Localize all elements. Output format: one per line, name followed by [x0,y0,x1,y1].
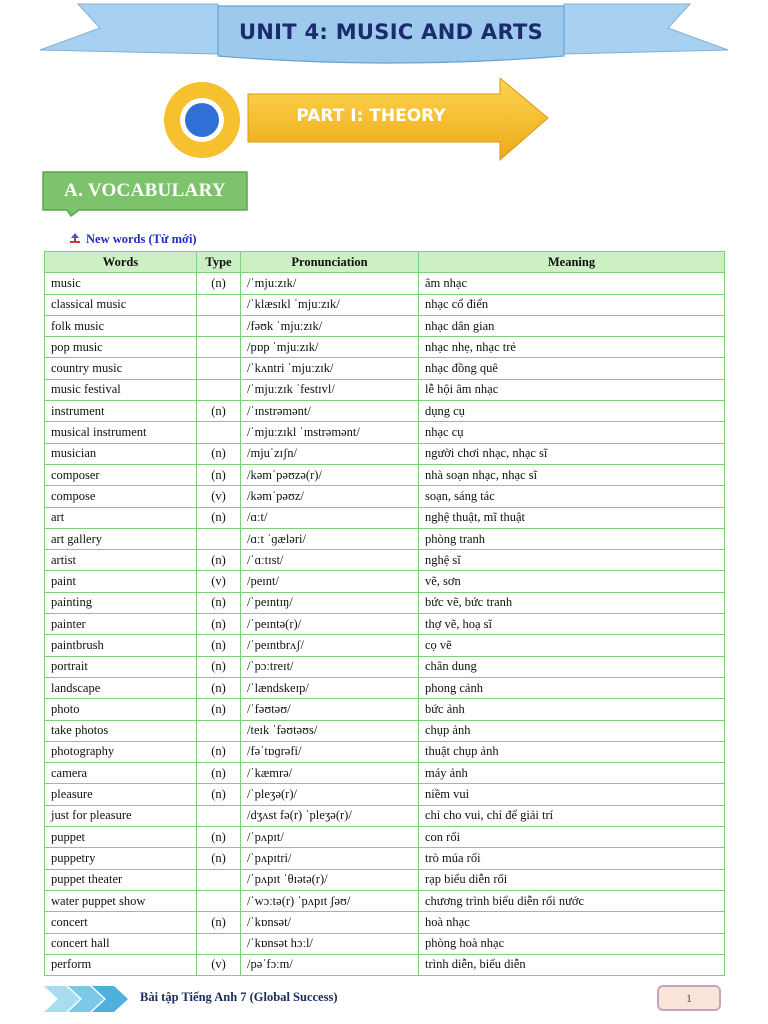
pronunciation-cell: /pəˈfɔːm/ [241,954,419,975]
pronunciation-cell: /ˈpʌpɪt ˈθɪətə(r)/ [241,869,419,890]
type-cell: (n) [197,763,241,784]
type-cell: (n) [197,656,241,677]
meaning-cell: nhạc cổ điển [419,294,725,315]
word-cell: compose [45,486,197,507]
table-row [45,571,725,592]
meaning-cell: niềm vui [419,784,725,805]
meaning-cell: nhạc dân gian [419,315,725,336]
table-row [45,827,725,848]
header-meaning: Meaning [419,252,725,273]
type-cell [197,933,241,954]
pronunciation-cell: /fəˈtɒɡrəfi/ [241,741,419,762]
word-cell: composer [45,464,197,485]
meaning-cell: phòng hoà nhạc [419,933,725,954]
word-cell: music festival [45,379,197,400]
word-cell: camera [45,763,197,784]
type-cell: (n) [197,507,241,528]
pronunciation-cell: /ˈpeɪntɪŋ/ [241,592,419,613]
type-cell: (n) [197,784,241,805]
word-cell: art [45,507,197,528]
meaning-cell: phòng tranh [419,528,725,549]
word-cell: perform [45,954,197,975]
header-type: Type [197,252,241,273]
table-row [45,656,725,677]
table-row [45,315,725,336]
table-row [45,401,725,422]
word-cell: artist [45,550,197,571]
meaning-cell: nghệ thuật, mĩ thuật [419,507,725,528]
table-row [45,912,725,933]
table-body [45,273,725,976]
meaning-cell: vẽ, sơn [419,571,725,592]
page-number: 1 [657,985,721,1011]
meaning-cell: thợ vẽ, hoạ sĩ [419,614,725,635]
pronunciation-cell: /ˈklæsɪkl ˈmjuːzɪk/ [241,294,419,315]
table-row [45,358,725,379]
word-cell: pleasure [45,784,197,805]
type-cell [197,528,241,549]
type-cell: (n) [197,443,241,464]
word-cell: landscape [45,677,197,698]
pronunciation-cell: /peɪnt/ [241,571,419,592]
meaning-cell: bức ảnh [419,699,725,720]
table-row [45,592,725,613]
meaning-cell: nghệ sĩ [419,550,725,571]
pronunciation-cell: /ˈpeɪntə(r)/ [241,614,419,635]
table-row [45,422,725,443]
meaning-cell: âm nhạc [419,273,725,294]
pronunciation-cell: /fəʊk ˈmjuːzɪk/ [241,315,419,336]
word-cell: classical music [45,294,197,315]
table-row [45,337,725,358]
meaning-cell: trình diễn, biểu diễn [419,954,725,975]
type-cell: (n) [197,912,241,933]
table-row [45,699,725,720]
type-cell: (n) [197,848,241,869]
table-row [45,486,725,507]
word-cell: music [45,273,197,294]
word-cell: just for pleasure [45,805,197,826]
type-cell: (n) [197,614,241,635]
subheading-text: New words (Từ mới) [86,232,197,246]
table-row [45,848,725,869]
word-cell: puppet [45,827,197,848]
table-row [45,805,725,826]
table-row [45,720,725,741]
meaning-cell: chân dung [419,656,725,677]
meaning-cell: nhạc nhẹ, nhạc trẻ [419,337,725,358]
table-row [45,954,725,975]
table-row [45,507,725,528]
meaning-cell: con rối [419,827,725,848]
type-cell [197,294,241,315]
type-cell [197,805,241,826]
meaning-cell: chương trình biểu diễn rối nước [419,890,725,911]
word-cell: concert hall [45,933,197,954]
unit-title: UNIT 4: MUSIC AND ARTS [238,20,544,44]
pronunciation-cell: /ˈpɔːtreɪt/ [241,656,419,677]
table-header-row [45,252,725,273]
meaning-cell: máy ảnh [419,763,725,784]
part-title: PART I: THEORY [296,106,446,126]
word-cell: puppet theater [45,869,197,890]
pronunciation-cell: /kəmˈpəʊzə(r)/ [241,464,419,485]
meaning-cell: rạp biểu diễn rối [419,869,725,890]
pronunciation-cell: /ˈɑːtɪst/ [241,550,419,571]
type-cell [197,315,241,336]
meaning-cell: nhạc cụ [419,422,725,443]
type-cell: (n) [197,827,241,848]
type-cell [197,358,241,379]
meaning-cell: phong cảnh [419,677,725,698]
pronunciation-cell: /ˈkʌntri ˈmjuːzɪk/ [241,358,419,379]
table-row [45,614,725,635]
table-row [45,677,725,698]
word-cell: take photos [45,720,197,741]
word-cell: musical instrument [45,422,197,443]
meaning-cell: cọ vẽ [419,635,725,656]
word-cell: musician [45,443,197,464]
word-cell: puppetry [45,848,197,869]
meaning-cell: hoà nhạc [419,912,725,933]
word-cell: art gallery [45,528,197,549]
word-cell: folk music [45,315,197,336]
table-row [45,273,725,294]
table-row [45,933,725,954]
meaning-cell: nhà soạn nhạc, nhạc sĩ [419,464,725,485]
meaning-cell: trò múa rối [419,848,725,869]
meaning-cell: dụng cụ [419,401,725,422]
meaning-cell: bức vẽ, bức tranh [419,592,725,613]
type-cell: (n) [197,464,241,485]
header-words: Words [45,252,197,273]
type-cell [197,379,241,400]
header-pronunciation: Pronunciation [241,252,419,273]
word-cell: painter [45,614,197,635]
pronunciation-cell: /ˈlændskeɪp/ [241,677,419,698]
table-row [45,741,725,762]
footer-chevrons-icon [44,984,130,1014]
section-title: A. VOCABULARY [64,180,226,201]
table-row [45,763,725,784]
word-cell: paintbrush [45,635,197,656]
type-cell [197,720,241,741]
type-cell: (n) [197,699,241,720]
pronunciation-cell: /mjuˈzɪʃn/ [241,443,419,464]
type-cell: (v) [197,486,241,507]
table-row [45,869,725,890]
meaning-cell: soạn, sáng tác [419,486,725,507]
pronunciation-cell: /ɑːt/ [241,507,419,528]
footer-book-title: Bài tập Tiếng Anh 7 (Global Success) [140,990,338,1004]
meaning-cell: chụp ảnh [419,720,725,741]
word-cell: pop music [45,337,197,358]
pronunciation-cell: /ˈwɔːtə(r) ˈpʌpɪt ʃəʊ/ [241,890,419,911]
type-cell: (n) [197,677,241,698]
word-cell: country music [45,358,197,379]
pronunciation-cell: /ˈpʌpɪtri/ [241,848,419,869]
meaning-cell: chỉ cho vui, chỉ để giải trí [419,805,725,826]
word-cell: photo [45,699,197,720]
type-cell: (n) [197,550,241,571]
word-cell: painting [45,592,197,613]
pronunciation-cell: /ˈkæmrə/ [241,763,419,784]
pronunciation-cell: /ˈfəʊtəʊ/ [241,699,419,720]
meaning-cell: thuật chụp ảnh [419,741,725,762]
word-cell: instrument [45,401,197,422]
table-row [45,784,725,805]
word-cell: paint [45,571,197,592]
type-cell: (n) [197,592,241,613]
pronunciation-cell: /ɑːt ˈɡæləri/ [241,528,419,549]
pronunciation-cell: /dʒʌst fə(r) ˈpleʒə(r)/ [241,805,419,826]
pronunciation-cell: /ˈɪnstrəmənt/ [241,401,419,422]
table-row [45,379,725,400]
type-cell [197,890,241,911]
pronunciation-cell: /pɒp ˈmjuːzɪk/ [241,337,419,358]
type-cell [197,422,241,443]
table-row [45,528,725,549]
table-row [45,635,725,656]
new-words-subheading [70,232,197,247]
type-cell: (n) [197,635,241,656]
vocabulary-table [44,251,725,976]
table-row [45,294,725,315]
type-cell [197,869,241,890]
meaning-cell: nhạc đồng quê [419,358,725,379]
word-cell: water puppet show [45,890,197,911]
word-cell: photography [45,741,197,762]
type-cell: (n) [197,401,241,422]
type-cell: (n) [197,741,241,762]
word-cell: concert [45,912,197,933]
pronunciation-cell: /ˈkɒnsət/ [241,912,419,933]
type-cell [197,337,241,358]
meaning-cell: người chơi nhạc, nhạc sĩ [419,443,725,464]
pronunciation-cell: /ˈpʌpɪt/ [241,827,419,848]
bullet-arrow-icon [70,233,80,243]
table-row [45,550,725,571]
table-row [45,443,725,464]
pronunciation-cell: /ˈmjuːzɪkl ˈɪnstrəmənt/ [241,422,419,443]
pronunciation-cell: /ˈpleʒə(r)/ [241,784,419,805]
pronunciation-cell: /kəmˈpəʊz/ [241,486,419,507]
pronunciation-cell: /ˈpeɪntbrʌʃ/ [241,635,419,656]
pronunciation-cell: /ˈmjuːzɪk/ [241,273,419,294]
pronunciation-cell: /teɪk ˈfəʊtəʊs/ [241,720,419,741]
table-row [45,464,725,485]
type-cell: (n) [197,273,241,294]
table-row [45,890,725,911]
meaning-cell: lễ hội âm nhạc [419,379,725,400]
type-cell: (v) [197,954,241,975]
pronunciation-cell: /ˈkɒnsət hɔːl/ [241,933,419,954]
pronunciation-cell: /ˈmjuːzɪk ˈfestɪvl/ [241,379,419,400]
word-cell: portrait [45,656,197,677]
type-cell: (v) [197,571,241,592]
